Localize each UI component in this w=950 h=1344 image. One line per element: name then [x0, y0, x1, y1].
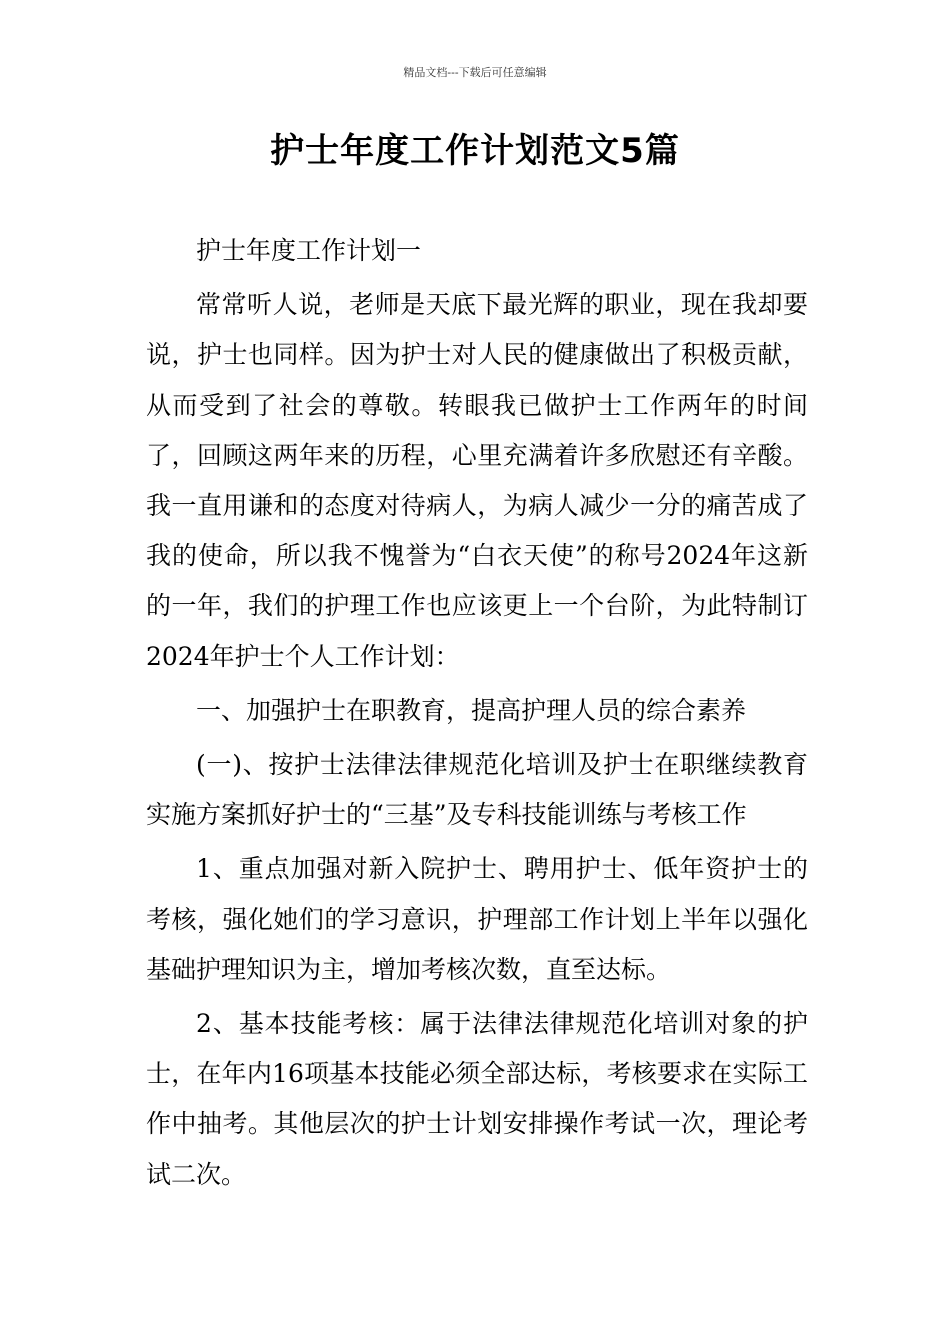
list-item-2: 2、基本技能考核：属于法律法律规范化培训对象的护士，在年内16项基本技能必须全部达标，考核要求在实际工作中抽考。其他层次的护士计划安排操作考试一次，理论考试二次。: [146, 1009, 808, 1189]
document-title: 护士年度工作计划范文5篇: [270, 131, 680, 171]
section-heading-plan-one: 护士年度工作计划一: [196, 236, 422, 265]
subsection-heading-training: (一)、按护士法律法律规范化培训及护士在职继续教育实施方案抓好护士的“三基”及专科技能训练与考核工作: [146, 750, 808, 830]
body-paragraph-intro: 常常听人说，老师是天底下最光辉的职业，现在我却要说，护士也同样。因为护士对人民的健康做出了积极贡献，从而受到了社会的尊敬。转眼我已做护士工作两年的时间了，回顾这两年来的历程，心里充满着许多欣慰还有辛酸。我一直用谦和的态度对待病人，为病人减少一分的痛苦成了我的使命，所以我不愧誉为“白衣天使”的称号2024年这新的一年，我们的护理工作也应该更上一个台阶，为此特制订2024年护士个人工作计划：: [146, 290, 808, 671]
document-body: [146, 226, 808, 1204]
page-header-note: 精品文档---下载后可任意编辑: [403, 66, 547, 79]
section-heading-education: 一、加强护士在职教育，提高护理人员的综合素养: [196, 695, 747, 725]
list-item-1: 1、重点加强对新入院护士、聘用护士、低年资护士的考核，强化她们的学习意识，护理部工作计划上半年以强化基础护理知识为主，增加考核次数，直至达标。: [146, 854, 808, 984]
